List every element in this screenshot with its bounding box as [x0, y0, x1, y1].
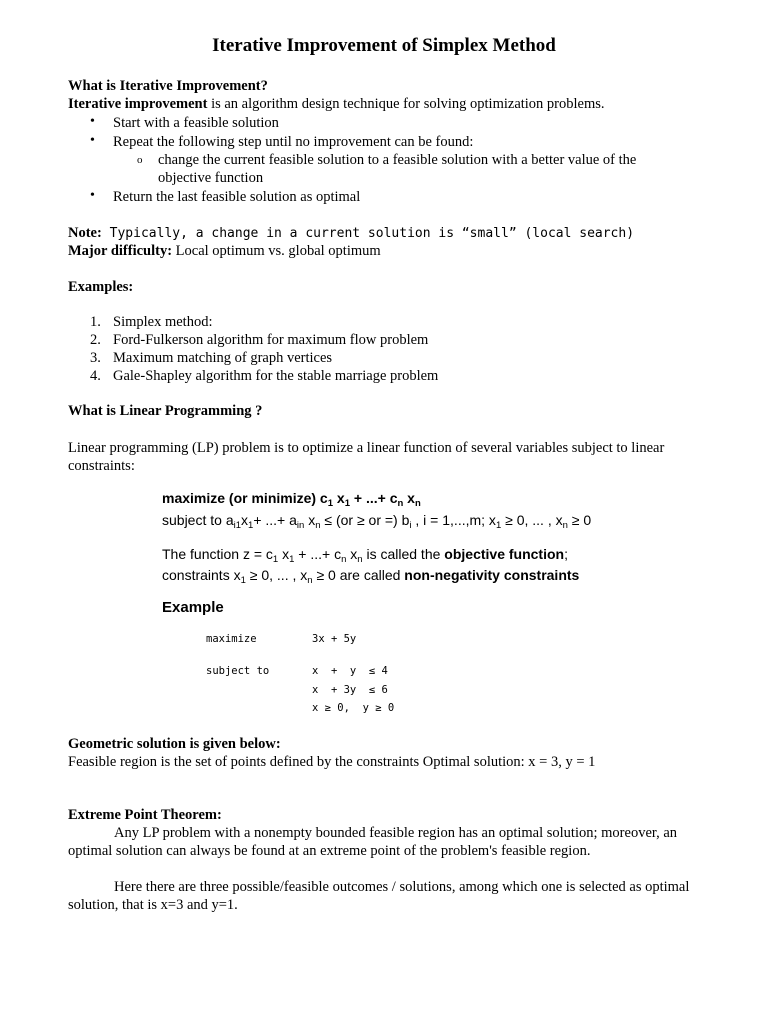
lp-text: ≥ 0: [567, 512, 592, 528]
sub-bullet-item-cont: objective function: [158, 170, 264, 186]
lp-text: is called the: [362, 546, 445, 562]
example-item: Maximum matching of graph vertices: [113, 350, 333, 366]
difficulty-text: Local optimum vs. global optimum: [172, 243, 381, 259]
ex-maximize-label: maximize: [206, 633, 257, 645]
lp-subscript: n: [414, 498, 421, 509]
lp-subscript: n: [397, 498, 404, 509]
lp-text: x: [278, 546, 290, 562]
example-number: 1.: [90, 314, 101, 330]
bullet-item: Return the last feasible solution as optimal: [113, 189, 361, 205]
lp-text: x: [346, 546, 358, 562]
bullet-icon: •: [90, 188, 95, 203]
lp-subscript: 1: [240, 575, 246, 586]
lp-text: + ...+ a: [253, 512, 297, 528]
ex-maximize-expr: 3x + 5y: [312, 633, 357, 645]
sub-bullet-item: change the current feasible solution to a feasible solution with a better value of the: [158, 152, 637, 168]
note-text: Typically, a change in a current solution is “small” (local search): [101, 226, 635, 241]
extreme-para2-line1: Here there are three possible/feasible outcomes / solutions, among which one is selected as optimal: [114, 879, 690, 895]
lp-subscript: n: [341, 554, 347, 565]
example-number: 3.: [90, 350, 101, 366]
section-heading-iterative: What is Iterative Improvement?: [68, 78, 268, 94]
lp-subscript: 1: [272, 554, 279, 565]
lp-text: The function z = c: [162, 546, 273, 562]
lp-subscript: i: [409, 520, 412, 531]
example-item: Simplex method:: [113, 314, 213, 330]
extreme-heading: Extreme Point Theorem:: [68, 807, 222, 823]
lp-constraints-line: [162, 566, 579, 584]
bullet-item: Repeat the following step until no improvement can be found:: [113, 134, 474, 150]
example-number: 2.: [90, 332, 101, 348]
extreme-para1-line2: optimal solution can always be found at an extreme point of the problem's feasible region.: [68, 843, 591, 859]
geometric-text: Feasible region is the set of points defined by the constraints Optimal solution: x = 3, y = 1: [68, 754, 596, 770]
bullet-icon: •: [90, 133, 95, 148]
lp-subscript: n: [315, 520, 321, 531]
lp-heading: What is Linear Programming ?: [68, 403, 263, 419]
ex-constraint-3: x ≥ 0, y ≥ 0: [312, 702, 395, 714]
lp-text: ≥ 0, ... , x: [245, 567, 308, 583]
lp-text: maximize (or minimize) c: [162, 490, 328, 506]
lp-text: x: [241, 512, 249, 528]
lp-objective-line: [162, 545, 568, 563]
lp-subscript: 1: [248, 520, 254, 531]
extreme-para1-line1: Any LP problem with a nonempty bounded feasible region has an optimal solution; moreover, an: [114, 825, 678, 841]
lp-paragraph-line2: constraints:: [68, 458, 135, 474]
example-item: Ford-Fulkerson algorithm for maximum flow problem: [113, 332, 429, 348]
ex-constraint-2: x + 3y ≤ 6: [312, 684, 388, 696]
lp-subscript: 1: [344, 498, 350, 509]
circle-bullet-icon: o: [137, 154, 143, 166]
lp-text: ≥ 0 are called: [312, 567, 405, 583]
lp-subscript: n: [357, 554, 363, 565]
lp-subscript: 1: [327, 498, 334, 509]
lp-bold-term: objective function: [444, 546, 565, 562]
lp-text: ≤ (or ≥ or =) b: [320, 512, 410, 528]
examples-heading: Examples:: [68, 279, 134, 295]
lp-text: x: [304, 512, 316, 528]
example-number: 4.: [90, 368, 101, 384]
lp-bold-term: non-negativity constraints: [404, 567, 580, 583]
lp-maximize-line: [162, 489, 421, 507]
definition-paragraph: [68, 95, 605, 113]
ex-constraint-1: x + y ≤ 4: [312, 665, 388, 677]
lp-text: subject to a: [162, 512, 234, 528]
extreme-para2-line2: solution, that is x=3 and y=1.: [68, 897, 238, 913]
lp-subject-line: [162, 511, 591, 529]
lp-example-heading: Example: [162, 599, 224, 616]
difficulty-line: [68, 242, 381, 260]
lp-text: + ...+ c: [294, 546, 342, 562]
lp-subscript: n: [562, 520, 568, 531]
definition-term: Iterative improvement: [68, 96, 208, 112]
note-label: Note:: [68, 225, 102, 241]
lp-text: ≥ 0, ... , x: [501, 512, 563, 528]
lp-subscript: n: [307, 575, 313, 586]
definition-text: is an algorithm design technique for solving optimization problems.: [207, 96, 605, 112]
difficulty-label: Major difficulty:: [68, 243, 173, 259]
note-line: [68, 224, 634, 243]
lp-text: constraints x: [162, 567, 241, 583]
lp-subscript: 1: [495, 520, 502, 531]
bullet-item: Start with a feasible solution: [113, 115, 279, 131]
bullet-icon: •: [90, 114, 95, 129]
lp-paragraph-line1: Linear programming (LP) problem is to optimize a linear function of several variables subject to linear: [68, 440, 665, 456]
lp-text: ;: [564, 546, 568, 562]
lp-subscript: in: [296, 520, 305, 531]
lp-text: x: [403, 490, 415, 506]
example-item: Gale-Shapley algorithm for the stable marriage problem: [113, 368, 439, 384]
lp-text: x: [333, 490, 345, 506]
page-title: Iterative Improvement of Simplex Method: [212, 35, 556, 56]
lp-subscript: i1: [233, 520, 242, 531]
lp-subscript: 1: [289, 554, 295, 565]
ex-subject-label: subject to: [206, 665, 270, 677]
lp-text: , i = 1,...,m; x: [411, 512, 496, 528]
geometric-heading: Geometric solution is given below:: [68, 736, 281, 752]
lp-text: + ...+ c: [350, 490, 398, 506]
